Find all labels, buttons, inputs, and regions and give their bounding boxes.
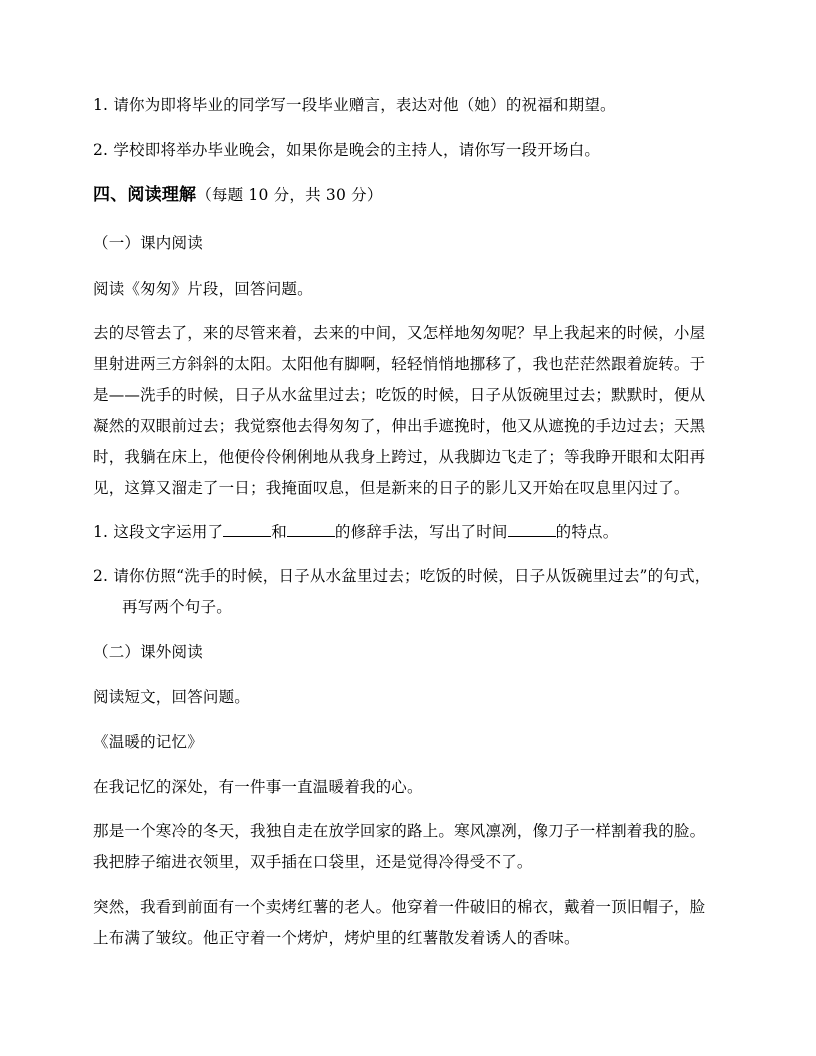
section-score-note: （每题 10 分，共 30 分） bbox=[196, 186, 383, 204]
part2-instruction: 阅读短文，回答问题。 bbox=[93, 688, 251, 706]
article-paragraph-1: 在我记忆的深处，有一件事一直温暖着我的心。 bbox=[93, 778, 423, 796]
passage-line: 里射进两三方斜斜的太阳。太阳他有脚啊，轻轻悄悄地挪移了，我也茫茫然跟着旋转。于 bbox=[93, 355, 706, 373]
part1-heading: （一）课内阅读 bbox=[93, 234, 203, 252]
question-text: 1. 这段文字运用了 bbox=[93, 523, 224, 541]
answer-blank[interactable] bbox=[508, 522, 556, 537]
question-text: 的修辞手法，写出了时间 bbox=[334, 523, 508, 541]
article-paragraph-3-line: 突然，我看到前面有一个卖烤红薯的老人。他穿着一件破旧的棉衣，戴着一顶旧帽子，脸 bbox=[93, 898, 706, 916]
reading-question-1 bbox=[93, 522, 733, 542]
question-text: 的特点。 bbox=[555, 523, 619, 541]
passage-line: 凝然的双眼前过去；我觉察他去得匆匆了，伸出手遮挽时，他又从遮挽的手边过去；天黑 bbox=[93, 417, 706, 435]
reading-question-2-line1: 2. 请你仿照“洗手的时候，日子从水盆里过去；吃饭的时候，日子从饭碗里过去”的句式， bbox=[93, 567, 711, 585]
answer-blank[interactable] bbox=[223, 522, 271, 537]
part2-heading: （二）课外阅读 bbox=[93, 643, 203, 661]
section-heading bbox=[93, 185, 733, 205]
article-paragraph-3-line: 上布满了皱纹。他正守着一个烤炉，烤炉里的红薯散发着诱人的香味。 bbox=[93, 929, 580, 947]
part1-instruction: 阅读《匆匆》片段，回答问题。 bbox=[93, 280, 313, 298]
passage-line: 时，我躺在床上，他便伶伶俐俐地从我身上跨过，从我脚边飞走了；等我睁开眼和太阳再 bbox=[93, 448, 706, 466]
passage-line: 见，这算又溜走了一日；我掩面叹息，但是新来的日子的影儿又开始在叹息里闪过了。 bbox=[93, 479, 690, 497]
question-text: 和 bbox=[271, 523, 287, 541]
article-title: 《温暖的记忆》 bbox=[93, 733, 203, 751]
answer-blank[interactable] bbox=[287, 522, 335, 537]
article-paragraph-2-line: 我把脖子缩进衣领里，双手插在口袋里，还是觉得冷得受不了。 bbox=[93, 853, 533, 871]
article-paragraph-2-line: 那是一个寒冷的冬天，我独自走在放学回家的路上。寒风凛冽，像刀子一样割着我的脸。 bbox=[93, 822, 706, 840]
section-title: 四、阅读理解 bbox=[93, 185, 197, 205]
reading-question-2-line2: 再写两个句子。 bbox=[122, 598, 232, 616]
writing-question-2: 2. 学校即将举办毕业晚会，如果你是晚会的主持人，请你写一段开场白。 bbox=[93, 141, 601, 159]
writing-question-1: 1. 请你为即将毕业的同学写一段毕业赠言，表达对他（她）的祝福和期望。 bbox=[93, 96, 616, 114]
passage-line: 是——洗手的时候，日子从水盆里过去；吃饭的时候，日子从饭碗里过去；默默时，便从 bbox=[93, 386, 706, 404]
passage-line: 去的尽管去了，来的尽管来着，去来的中间，又怎样地匆匆呢？早上我起来的时候，小屋 bbox=[93, 324, 706, 342]
